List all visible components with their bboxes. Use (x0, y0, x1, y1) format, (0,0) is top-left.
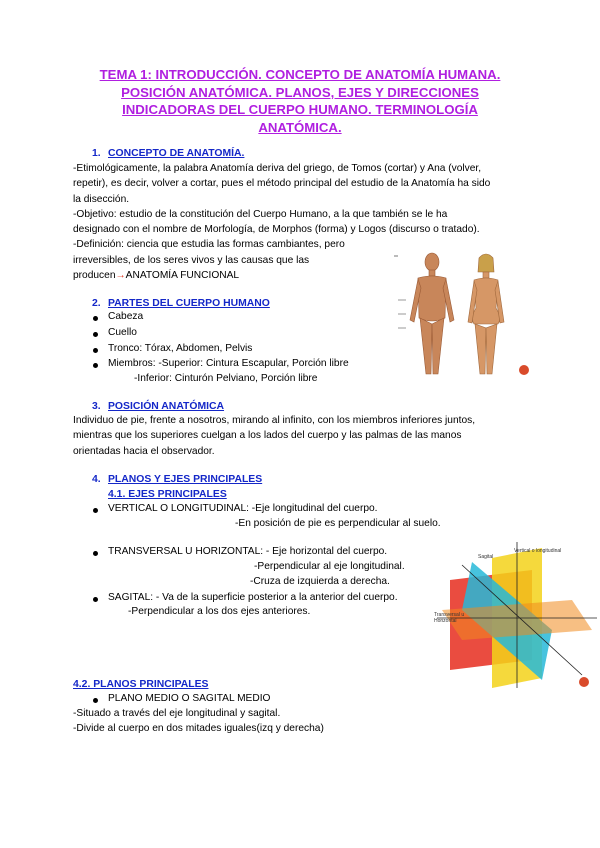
section-2-number: 2. (92, 298, 101, 309)
body-line: -Etimológicamente, la palabra Anatomía deriva del griego, de Tomos (cortar) y Ana (volver, (73, 163, 482, 174)
axis-sagital-detail: -Perpendicular a los dos ejes anteriores. (128, 606, 311, 617)
title-line-1: TEMA 1: INTRODUCCIÓN. CONCEPTO DE ANATOMÍA HUMANA. (99, 67, 501, 82)
bullet-icon (93, 698, 98, 703)
body-line: la disección. (73, 193, 130, 205)
anatomical-position-figure (390, 248, 600, 382)
axis-transversal-detail: -Perpendicular al eje longitudinal. (254, 561, 405, 572)
bullet-icon (93, 551, 98, 556)
body-line: -Objetivo: estudio de la constitución del Cuerpo Humano, a la que también se le ha (73, 208, 448, 220)
document-title (60, 66, 540, 136)
title-line-3: INDICADORAS DEL CUERPO HUMANO. TERMINOLOGÍA (122, 102, 478, 118)
body-line: irreversibles, de los seres vivos y las causas que las (73, 254, 310, 266)
arrow-icon: → (115, 270, 126, 282)
bullet-icon (93, 363, 98, 368)
axis-transversal-detail: -Cruza de izquierda a derecha. (250, 576, 390, 587)
axis-vertical-detail: -En posición de pie es perpendicular al suelo. (235, 518, 441, 529)
plano-detail: -Divide al cuerpo en dos mitades iguales(izq y derecha) (73, 723, 324, 734)
label-sagital: Sagital (478, 554, 494, 560)
body-line: mientras que los superiores cuelgan a los lados del cuerpo y las palmas de las manos (73, 430, 462, 442)
title-line-2: POSICIÓN ANATÓMICA. PLANOS, EJES Y DIRECCIONES (121, 84, 479, 100)
section-1-number: 1. (92, 148, 101, 159)
bullet-icon (93, 332, 98, 337)
label-horizontal: Horizontal (434, 618, 457, 624)
body-line: orientadas hacia el observador. (73, 445, 215, 457)
axis-sagital: SAGITAL: - Va de la superficie posterior a la anterior del cuerpo. (108, 592, 398, 603)
planes-diagram-image (432, 540, 600, 690)
section-4-number: 4. (92, 474, 101, 485)
subsection-4-2-heading: 4.2. PLANOS PRINCIPALES (73, 679, 209, 690)
body-line: designado con el nombre de Morfología, de Morphos (forma) y Logos (discurso o tratado). (73, 224, 480, 236)
subsection-4-1-heading: 4.1. EJES PRINCIPALES (108, 489, 227, 500)
body-line: repetir), es decir, volver a cortar, pues el método principal del estudio de la Anatomía ha sido (73, 178, 491, 190)
list-item: Tronco: Tórax, Abdomen, Pelvis (108, 343, 253, 354)
list-subitem: -Inferior: Cinturón Pelviano, Porción libre (134, 373, 318, 384)
planes-axes-figure (432, 540, 600, 690)
body-line: Individuo de pie, frente a nosotros, mirando al infinito, con los miembros inferiores juntos, (73, 415, 476, 426)
label-vertical: Vertical o longitudinal (514, 548, 562, 554)
section-3-body (73, 413, 475, 459)
section-3-heading: POSICIÓN ANATÓMICA (108, 401, 225, 412)
bullet-icon (93, 508, 98, 513)
bullet-icon (93, 597, 98, 602)
label-transversal: Transversal u (434, 612, 465, 618)
text: ANATOMÍA FUNCIONAL (125, 270, 240, 282)
body-line: -Definición: ciencia que estudia las formas cambiantes, pero (73, 239, 345, 251)
title-line-4: ANATÓMICA. (258, 119, 342, 135)
bullet-icon (93, 348, 98, 353)
axis-vertical: VERTICAL O LONGITUDINAL: -Eje longitudinal del cuerpo. (108, 503, 378, 514)
section-1-heading: CONCEPTO DE ANATOMÍA. (108, 148, 245, 159)
section-4-heading: PLANOS Y EJES PRINCIPALES (108, 474, 263, 485)
section-2-heading: PARTES DEL CUERPO HUMANO (108, 298, 270, 309)
bullet-icon (93, 316, 98, 321)
plano-item: PLANO MEDIO O SAGITAL MEDIO (108, 693, 271, 704)
anatomical-figure-image (390, 248, 600, 382)
list-item: Cuello (108, 327, 137, 338)
plano-detail: -Situado a través del eje longitudinal y sagital. (73, 708, 281, 719)
list-item: Cabeza (108, 311, 144, 322)
axis-transversal: TRANSVERSAL U HORIZONTAL: - Eje horizontal del cuerpo. (108, 546, 388, 557)
list-item: Miembros: -Superior: Cintura Escapular, Porción libre (108, 358, 349, 369)
text: producen (73, 270, 116, 282)
section-3-number: 3. (92, 401, 101, 412)
